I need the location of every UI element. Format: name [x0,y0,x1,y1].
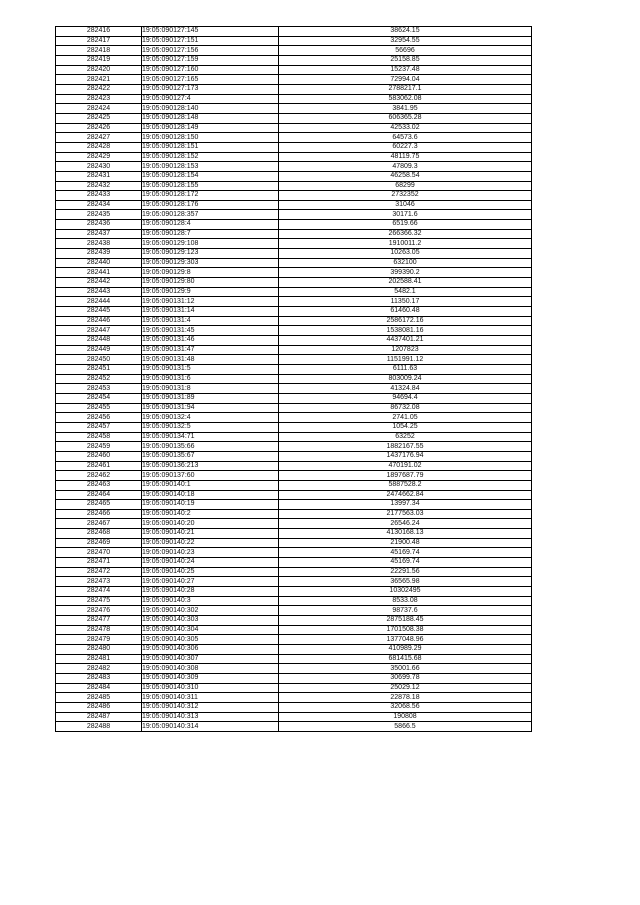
value-cell: 3841.95 [279,104,532,114]
record-number-cell: 282488 [56,722,142,732]
value-cell: 470191.02 [279,461,532,471]
value-cell: 32954.55 [279,36,532,46]
record-number-cell: 282432 [56,181,142,191]
cadastral-number-cell: 19:05:090127:159 [142,55,279,65]
record-number-cell: 282463 [56,480,142,490]
record-number-cell: 282474 [56,587,142,597]
record-number-cell: 282483 [56,673,142,683]
value-cell: 2177563.03 [279,509,532,519]
value-cell: 583062.08 [279,94,532,104]
table-row [56,529,532,539]
value-cell: 41324.84 [279,384,532,394]
cadastral-number-cell: 19:05:090140:310 [142,683,279,693]
record-number-cell: 282447 [56,326,142,336]
value-cell: 11350.17 [279,297,532,307]
table-row [56,693,532,703]
table-row [56,587,532,597]
record-number-cell: 282429 [56,152,142,162]
value-cell: 68299 [279,181,532,191]
value-cell: 6519.66 [279,220,532,230]
table-row [56,297,532,307]
value-cell: 10263.05 [279,249,532,259]
cadastral-number-cell: 19:05:090131:46 [142,336,279,346]
record-number-cell: 282479 [56,635,142,645]
cadastral-number-cell: 19:05:090129:123 [142,249,279,259]
cadastral-number-cell: 19:05:090140:28 [142,587,279,597]
table-row [56,461,532,471]
record-number-cell: 282451 [56,364,142,374]
value-cell: 4130168.13 [279,529,532,539]
record-number-cell: 282464 [56,490,142,500]
value-cell: 36565.98 [279,577,532,587]
cadastral-number-cell: 19:05:090140:311 [142,693,279,703]
table-row [56,413,532,423]
cadastral-number-cell: 19:05:090127:173 [142,84,279,94]
record-number-cell: 282426 [56,123,142,133]
value-cell: 1151991.12 [279,355,532,365]
record-number-cell: 282458 [56,432,142,442]
cadastral-number-cell: 19:05:090140:307 [142,654,279,664]
cadastral-number-cell: 19:05:090127:145 [142,27,279,37]
cadastral-number-cell: 19:05:090132:5 [142,422,279,432]
table-row [56,538,532,548]
value-cell: 56696 [279,46,532,56]
value-cell: 22878.18 [279,693,532,703]
table-row [56,142,532,152]
value-cell: 266366.32 [279,229,532,239]
table-row [56,287,532,297]
table-row [56,345,532,355]
value-cell: 35001.66 [279,664,532,674]
value-cell: 681415.68 [279,654,532,664]
value-cell: 46258.54 [279,171,532,181]
table-row [56,229,532,239]
value-cell: 5866.5 [279,722,532,732]
record-number-cell: 282417 [56,36,142,46]
table-row [56,46,532,56]
value-cell: 42533.02 [279,123,532,133]
record-number-cell: 282422 [56,84,142,94]
record-number-cell: 282473 [56,577,142,587]
cadastral-number-cell: 19:05:090140:21 [142,529,279,539]
cadastral-number-cell: 19:05:090140:19 [142,500,279,510]
cadastral-number-cell: 19:05:090140:302 [142,606,279,616]
table-row [56,683,532,693]
record-number-cell: 282420 [56,65,142,75]
cadastral-number-cell: 19:05:090129:9 [142,287,279,297]
cadastral-number-cell: 19:05:090134:71 [142,432,279,442]
record-number-cell: 282487 [56,712,142,722]
cadastral-number-cell: 19:05:090128:140 [142,104,279,114]
record-number-cell: 282462 [56,471,142,481]
cadastral-number-cell: 19:05:090135:67 [142,451,279,461]
table-row [56,442,532,452]
record-number-cell: 282436 [56,220,142,230]
cadastral-number-cell: 19:05:090132:4 [142,413,279,423]
value-cell: 47809.3 [279,162,532,172]
value-cell: 25029.12 [279,683,532,693]
record-number-cell: 282454 [56,393,142,403]
cadastral-number-cell: 19:05:090129:108 [142,239,279,249]
value-cell: 1910011.2 [279,239,532,249]
value-cell: 63252 [279,432,532,442]
cadastral-number-cell: 19:05:090140:306 [142,645,279,655]
value-cell: 399390.2 [279,268,532,278]
value-cell: 1207823 [279,345,532,355]
table-row [56,403,532,413]
table-row [56,278,532,288]
value-cell: 8533.08 [279,596,532,606]
table-row [56,384,532,394]
table-row [56,220,532,230]
value-cell: 410989.29 [279,645,532,655]
table-body [56,27,532,732]
table-row [56,27,532,37]
record-number-cell: 282459 [56,442,142,452]
record-number-cell: 282481 [56,654,142,664]
cadastral-number-cell: 19:05:090140:304 [142,625,279,635]
value-cell: 32068.56 [279,702,532,712]
value-cell: 45169.74 [279,558,532,568]
record-number-cell: 282456 [56,413,142,423]
record-number-cell: 282469 [56,538,142,548]
table-row [56,65,532,75]
record-number-cell: 282470 [56,548,142,558]
table-row [56,393,532,403]
record-number-cell: 282466 [56,509,142,519]
record-number-cell: 282475 [56,596,142,606]
cadastral-number-cell: 19:05:090140:3 [142,596,279,606]
value-cell: 45169.74 [279,548,532,558]
record-number-cell: 282419 [56,55,142,65]
cadastral-number-cell: 19:05:090131:5 [142,364,279,374]
cadastral-number-cell: 19:05:090127:156 [142,46,279,56]
cadastral-number-cell: 19:05:090131:89 [142,393,279,403]
table-row [56,722,532,732]
cadastral-number-cell: 19:05:090140:312 [142,702,279,712]
table-row [56,509,532,519]
table-row [56,104,532,114]
table-row [56,596,532,606]
value-cell: 2741.05 [279,413,532,423]
cadastral-number-cell: 19:05:090140:308 [142,664,279,674]
record-number-cell: 282446 [56,316,142,326]
value-cell: 202588.41 [279,278,532,288]
record-number-cell: 282442 [56,278,142,288]
table-row [56,268,532,278]
record-number-cell: 282448 [56,336,142,346]
record-number-cell: 282450 [56,355,142,365]
value-cell: 5482.1 [279,287,532,297]
cadastral-number-cell: 19:05:090127:165 [142,75,279,85]
table-row [56,336,532,346]
record-number-cell: 282443 [56,287,142,297]
table-row [56,558,532,568]
table-row [56,249,532,259]
value-cell: 1437176.94 [279,451,532,461]
data-table [55,26,532,732]
table-row [56,422,532,432]
table-row [56,307,532,317]
table-row [56,374,532,384]
table-row [56,36,532,46]
cadastral-number-cell: 19:05:090140:305 [142,635,279,645]
table-row [56,712,532,722]
value-cell: 30171.6 [279,210,532,220]
table-row [56,94,532,104]
record-number-cell: 282457 [56,422,142,432]
table-row [56,548,532,558]
record-number-cell: 282471 [56,558,142,568]
cadastral-number-cell: 19:05:090140:309 [142,673,279,683]
cadastral-number-cell: 19:05:090129:303 [142,258,279,268]
table-row [56,645,532,655]
cadastral-number-cell: 19:05:090128:151 [142,142,279,152]
record-number-cell: 282424 [56,104,142,114]
cadastral-number-cell: 19:05:090140:25 [142,567,279,577]
record-number-cell: 282428 [56,142,142,152]
cadastral-number-cell: 19:05:090140:314 [142,722,279,732]
cadastral-number-cell: 19:05:090140:24 [142,558,279,568]
record-number-cell: 282484 [56,683,142,693]
record-number-cell: 282423 [56,94,142,104]
table-row [56,664,532,674]
value-cell: 190808 [279,712,532,722]
value-cell: 1538081.16 [279,326,532,336]
cadastral-number-cell: 19:05:090128:154 [142,171,279,181]
table-row [56,191,532,201]
value-cell: 98737.6 [279,606,532,616]
cadastral-number-cell: 19:05:090131:8 [142,384,279,394]
record-number-cell: 282435 [56,210,142,220]
value-cell: 64573.6 [279,133,532,143]
record-number-cell: 282439 [56,249,142,259]
cadastral-number-cell: 19:05:090127:4 [142,94,279,104]
record-number-cell: 282478 [56,625,142,635]
table-row [56,171,532,181]
table-row [56,75,532,85]
cadastral-number-cell: 19:05:090131:45 [142,326,279,336]
record-number-cell: 282427 [56,133,142,143]
value-cell: 30699.78 [279,673,532,683]
record-number-cell: 282434 [56,200,142,210]
table-row [56,152,532,162]
value-cell: 2788217.1 [279,84,532,94]
value-cell: 2875188.45 [279,616,532,626]
table-row [56,673,532,683]
value-cell: 632100 [279,258,532,268]
value-cell: 5887528.2 [279,480,532,490]
cadastral-number-cell: 19:05:090128:172 [142,191,279,201]
record-number-cell: 282455 [56,403,142,413]
cadastral-number-cell: 19:05:090128:153 [142,162,279,172]
record-number-cell: 282461 [56,461,142,471]
cadastral-number-cell: 19:05:090136:213 [142,461,279,471]
cadastral-number-cell: 19:05:090129:80 [142,278,279,288]
value-cell: 2474662.84 [279,490,532,500]
table-row [56,113,532,123]
value-cell: 803009.24 [279,374,532,384]
record-number-cell: 282431 [56,171,142,181]
table-row [56,480,532,490]
table-row [56,616,532,626]
value-cell: 61460.48 [279,307,532,317]
cadastral-number-cell: 19:05:090131:12 [142,297,279,307]
table-row [56,258,532,268]
value-cell: 1054.25 [279,422,532,432]
table-row [56,471,532,481]
value-cell: 4437401.21 [279,336,532,346]
cadastral-number-cell: 19:05:090128:357 [142,210,279,220]
record-number-cell: 282460 [56,451,142,461]
cadastral-number-cell: 19:05:090128:4 [142,220,279,230]
table-row [56,316,532,326]
table-row [56,432,532,442]
record-number-cell: 282421 [56,75,142,85]
record-number-cell: 282449 [56,345,142,355]
table-row [56,84,532,94]
table-row [56,355,532,365]
record-number-cell: 282468 [56,529,142,539]
value-cell: 10302495 [279,587,532,597]
cadastral-number-cell: 19:05:090128:176 [142,200,279,210]
cadastral-number-cell: 19:05:090135:66 [142,442,279,452]
table-row [56,625,532,635]
value-cell: 1882167.55 [279,442,532,452]
cadastral-number-cell: 19:05:090140:1 [142,480,279,490]
record-number-cell: 282445 [56,307,142,317]
record-number-cell: 282438 [56,239,142,249]
table-row [56,702,532,712]
cadastral-number-cell: 19:05:090128:149 [142,123,279,133]
cadastral-number-cell: 19:05:090127:151 [142,36,279,46]
value-cell: 72994.04 [279,75,532,85]
value-cell: 86732.08 [279,403,532,413]
cadastral-number-cell: 19:05:090127:160 [142,65,279,75]
record-number-cell: 282416 [56,27,142,37]
value-cell: 1897687.79 [279,471,532,481]
table-row [56,519,532,529]
value-cell: 22291.56 [279,567,532,577]
record-number-cell: 282465 [56,500,142,510]
cadastral-number-cell: 19:05:090140:20 [142,519,279,529]
value-cell: 2586172.16 [279,316,532,326]
record-number-cell: 282485 [56,693,142,703]
record-number-cell: 282425 [56,113,142,123]
table-row [56,162,532,172]
value-cell: 6111.63 [279,364,532,374]
value-cell: 1377048.96 [279,635,532,645]
record-number-cell: 282452 [56,374,142,384]
table-row [56,606,532,616]
record-number-cell: 282430 [56,162,142,172]
cadastral-number-cell: 19:05:090140:18 [142,490,279,500]
cadastral-number-cell: 19:05:090140:27 [142,577,279,587]
value-cell: 25158.85 [279,55,532,65]
table-row [56,326,532,336]
cadastral-number-cell: 19:05:090131:14 [142,307,279,317]
value-cell: 21900.48 [279,538,532,548]
value-cell: 13997.34 [279,500,532,510]
value-cell: 1701508.38 [279,625,532,635]
cadastral-number-cell: 19:05:090128:155 [142,181,279,191]
record-number-cell: 282480 [56,645,142,655]
cadastral-number-cell: 19:05:090129:8 [142,268,279,278]
cadastral-number-cell: 19:05:090140:23 [142,548,279,558]
record-number-cell: 282476 [56,606,142,616]
value-cell: 606365.28 [279,113,532,123]
cadastral-number-cell: 19:05:090131:47 [142,345,279,355]
table-row [56,239,532,249]
record-number-cell: 282467 [56,519,142,529]
cadastral-number-cell: 19:05:090140:2 [142,509,279,519]
table-row [56,635,532,645]
record-number-cell: 282453 [56,384,142,394]
record-number-cell: 282440 [56,258,142,268]
cadastral-number-cell: 19:05:090131:48 [142,355,279,365]
record-number-cell: 282433 [56,191,142,201]
value-cell: 38624.15 [279,27,532,37]
cadastral-number-cell: 19:05:090128:7 [142,229,279,239]
table-row [56,451,532,461]
cadastral-number-cell: 19:05:090140:303 [142,616,279,626]
value-cell: 2732352 [279,191,532,201]
table-row [56,364,532,374]
value-cell: 94694.4 [279,393,532,403]
table-row [56,133,532,143]
record-number-cell: 282486 [56,702,142,712]
table-row [56,577,532,587]
cadastral-number-cell: 19:05:090131:6 [142,374,279,384]
cadastral-number-cell: 19:05:090131:4 [142,316,279,326]
table-row [56,123,532,133]
value-cell: 48119.75 [279,152,532,162]
table-row [56,567,532,577]
record-number-cell: 282482 [56,664,142,674]
record-number-cell: 282444 [56,297,142,307]
value-cell: 31046 [279,200,532,210]
cadastral-number-cell: 19:05:090140:313 [142,712,279,722]
value-cell: 60227.3 [279,142,532,152]
record-number-cell: 282418 [56,46,142,56]
table-row [56,490,532,500]
record-number-cell: 282441 [56,268,142,278]
table-row [56,200,532,210]
cadastral-number-cell: 19:05:090128:152 [142,152,279,162]
record-number-cell: 282472 [56,567,142,577]
table-row [56,55,532,65]
cadastral-number-cell: 19:05:090137:60 [142,471,279,481]
table-row [56,181,532,191]
record-number-cell: 282477 [56,616,142,626]
cadastral-number-cell: 19:05:090128:148 [142,113,279,123]
cadastral-number-cell: 19:05:090131:94 [142,403,279,413]
value-cell: 15237.48 [279,65,532,75]
cadastral-number-cell: 19:05:090128:150 [142,133,279,143]
table-row [56,500,532,510]
value-cell: 26546.24 [279,519,532,529]
table-row [56,654,532,664]
record-number-cell: 282437 [56,229,142,239]
cadastral-number-cell: 19:05:090140:22 [142,538,279,548]
table-row [56,210,532,220]
